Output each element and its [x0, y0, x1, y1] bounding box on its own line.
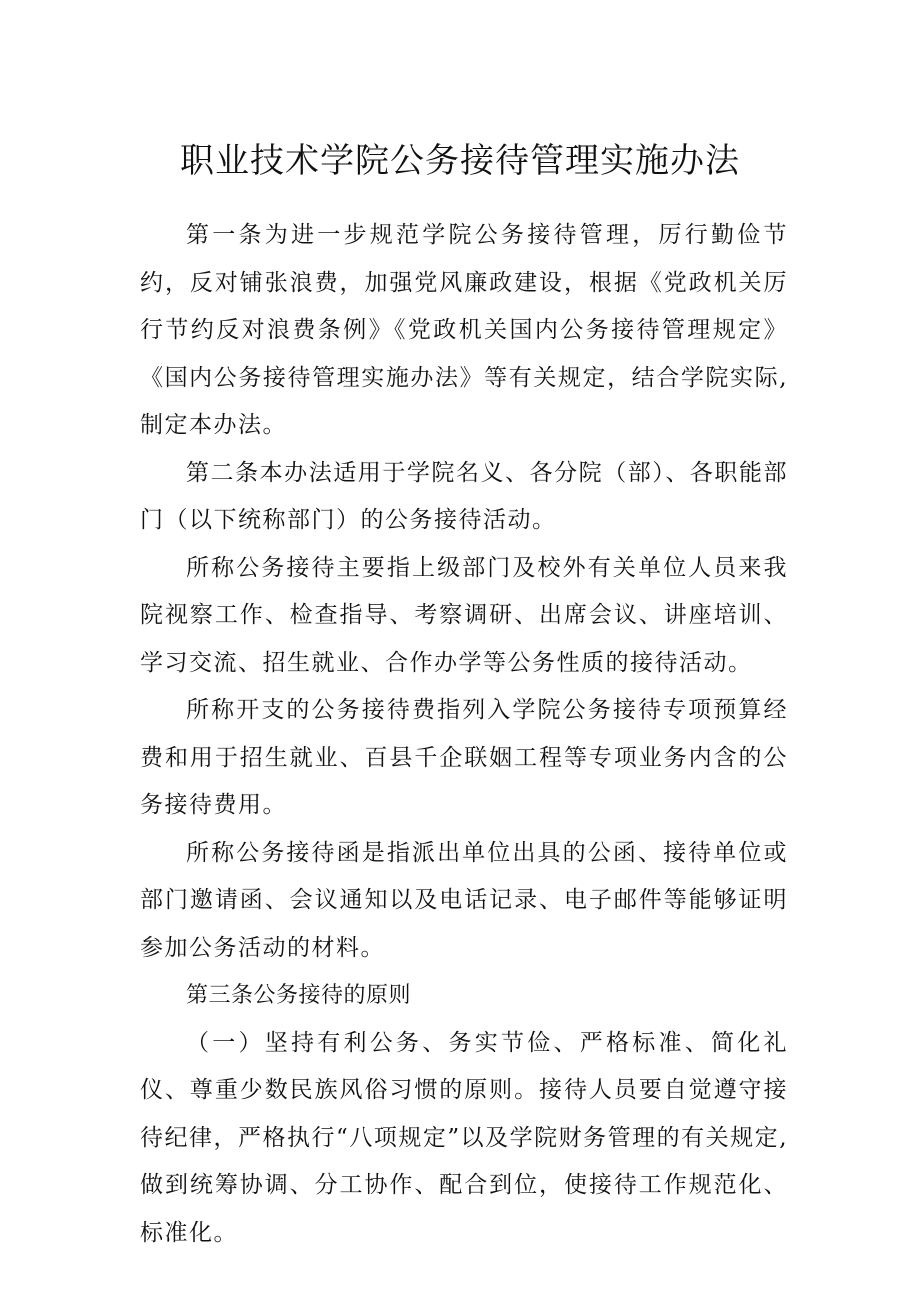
paragraph-principle-1: （一）坚持有利公务、务实节俭、严格标准、简化礼仪、尊重少数民族风俗习惯的原则。接待人员要自觉遵守接待纪律，严格执行“八项规定”以及学院财务管理的有关规定,做到统筹协调、分工协作、配合到位，使接待工作规范化、标准化。 — [140, 1029, 788, 1246]
document-body — [140, 212, 788, 1257]
paragraph-article-2: 第二条本办法适用于学院名义、各分院（部）、各职能部门（以下统称部门）的公务接待活动。 — [140, 459, 788, 533]
paragraph-reception-definition: 所称公务接待主要指上级部门及校外有关单位人员来我院视察工作、检查指导、考察调研、出席会议、讲座培训、学习交流、招生就业、合作办学等公务性质的接待活动。 — [140, 554, 788, 676]
paragraph-article-3-heading: 第三条公务接待的原则 — [186, 983, 412, 1008]
paragraph-reception-expense: 所称开支的公务接待费指列入学院公务接待专项预算经费和用于招生就业、百县千企联姻工程等专项业务内含的公务接待费用。 — [140, 697, 788, 818]
paragraph-reception-letter: 所称公务接待函是指派出单位出具的公函、接待单位或部门邀请函、会议通知以及电话记录、电子邮件等能够证明参加公务活动的材料。 — [140, 839, 788, 961]
document-title: 职业技术学院公务接待管理实施办法 — [180, 141, 740, 181]
paragraph-article-1: 第一条为进一步规范学院公务接待管理，厉行勤俭节约，反对铺张浪费，加强党风廉政建设，根据《党政机关厉行节约反对浪费条例》《党政机关国内公务接待管理规定》《国内公务接待管理实施办法》等有关规定，结合学院实际,制定本办法。 — [140, 222, 788, 438]
